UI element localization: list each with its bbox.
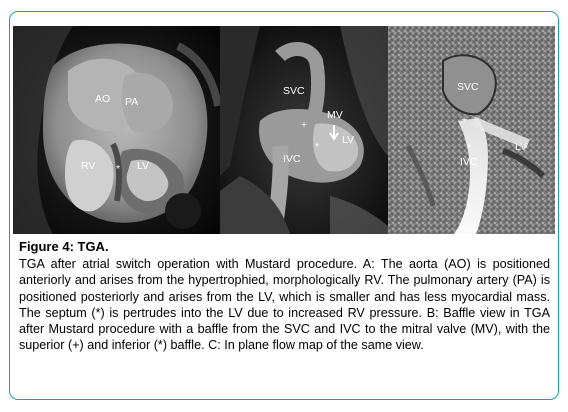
lv-label: LV xyxy=(515,141,528,153)
panel-a-mri-image xyxy=(13,26,220,234)
pa-label: PA xyxy=(125,96,139,108)
svc-label: SVC xyxy=(457,81,479,93)
ao-label: AO xyxy=(95,93,111,105)
panel-c-flow-map xyxy=(388,26,555,234)
mv-label: MV xyxy=(327,109,343,121)
svc-label: SVC xyxy=(283,85,305,97)
rv-label: RV xyxy=(81,160,96,172)
caption-text: TGA after atrial switch operation with Mustard procedure. A: The aorta (AO) is positioned anteriorly and arises from the hypertrophied, morphologically RV. The pulmonary artery (PA) is positioned posteriorly and arises from the LV, which is smaller and has less myocardial mass. The septum (*) is pertrudes into the LV due to increased RV pressure. B: Baffle view in TGA after Mustard procedure with a baffle from the SVC and IVC to the mitral valve (MV), with the superior (+) and inferior (*) baffle. C: In plane flow map of the same view. xyxy=(19,257,550,353)
figure-panels xyxy=(13,26,555,234)
ivc-label: IVC xyxy=(283,153,301,165)
lv-label: LV xyxy=(137,160,150,172)
superior-baffle-marker: + xyxy=(301,119,308,131)
inferior-baffle-marker: * xyxy=(467,142,472,154)
panel-b-mri-image xyxy=(220,26,388,234)
ivc-label: IVC xyxy=(460,156,478,168)
inferior-baffle-marker: * xyxy=(315,141,320,153)
superior-baffle-marker: + xyxy=(461,114,468,126)
figure-caption xyxy=(19,239,550,353)
lv-label: LV xyxy=(342,134,355,146)
septum-marker: * xyxy=(116,163,121,175)
caption-title: Figure 4: TGA. xyxy=(19,239,109,254)
